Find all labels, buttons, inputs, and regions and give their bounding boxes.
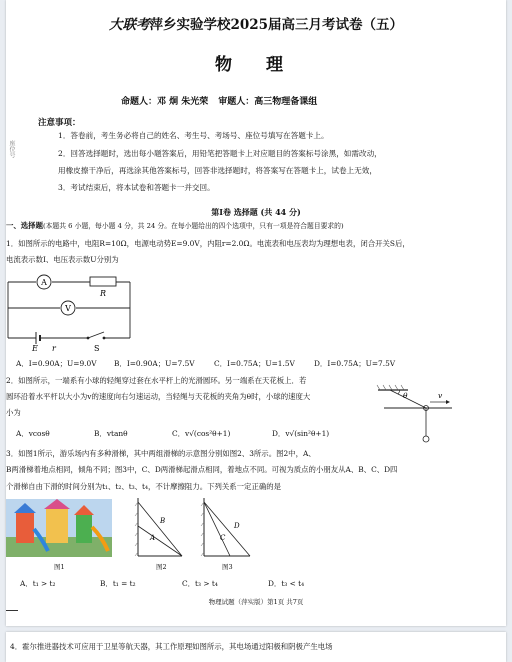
- reviewer: 审题人：高三物理备课组: [218, 97, 318, 107]
- slide-c-label: C: [220, 534, 226, 542]
- q2-option-c: C．v√(cos²θ+1): [172, 429, 231, 438]
- voltmeter-label: V: [65, 304, 71, 313]
- notice-item: 2．回答选择题时，选出每小题答案后，用铅笔把答题卡上对应题目的答案标号涂黑，如需改动，: [58, 149, 382, 158]
- playground-photo: [6, 499, 112, 557]
- exam-page-1: [6, 0, 506, 626]
- q3-option-d: D．t₃ < t₄: [268, 579, 305, 588]
- ammeter-label: A: [41, 278, 47, 287]
- q2-option-a: A．vcosθ: [16, 429, 50, 438]
- internal-resistance-label: r: [52, 344, 56, 353]
- q1-option-d: D．I=0.75A；U=7.5V: [314, 359, 396, 368]
- resistor-icon: [90, 277, 116, 286]
- switch-label: S: [94, 344, 100, 353]
- q3-option-a: A．t₁ > t₂: [20, 579, 56, 588]
- q3-option-b: B．t₁ = t₂: [100, 579, 136, 588]
- notice-item: 用橡皮擦干净后，再选涂其他答案标号，回答非选择题时，将答案写在答题卡上，试卷上无效，: [58, 166, 377, 175]
- q3-figure-3: [200, 496, 254, 560]
- page-footer: 物理试题（萍实版）第1页 共7页: [208, 598, 304, 606]
- q1-option-c: C．I=0.75A；U=1.5V: [214, 359, 295, 368]
- q3-text-line1: 3．如图1所示，游乐场内有多种滑梯，其中两组滑梯的示意图分别如图2、3所示。图2中，A、: [6, 449, 316, 458]
- q1-circuit-diagram: [6, 270, 136, 354]
- figure-2-caption: 图2: [156, 563, 167, 571]
- subject-title: 物 理: [215, 55, 297, 75]
- section-intro-text: (本题共 6 小题，每小题 4 分，共 24 分。在每小题给出的四个选项中，只有一项是符合题目要求的): [42, 222, 344, 230]
- notice-item: 3．考试结束后，将本试卷和答题卡一并交回。: [58, 183, 215, 192]
- notice-heading: 注意事项：: [38, 118, 81, 128]
- q1-option-a: A．I=0.90A；U=9.0V: [16, 359, 97, 368]
- figure-3-caption: 图3: [222, 563, 233, 571]
- figure-1-caption: 图1: [54, 563, 65, 571]
- exam-title: [6, 13, 506, 33]
- q3-text-line3: 个滑梯自由下滑的时间分别为t₁、t₂、t₃、t₄，不计摩擦阻力。下列关系一定正确的是: [6, 482, 282, 491]
- section-intro-prefix: 一、选择题: [6, 221, 43, 230]
- rope: [390, 390, 426, 408]
- authors-line: [121, 94, 317, 107]
- q2-diagram: [376, 384, 456, 446]
- q3-text-line2: B两滑梯着地点相同，倾角不同；图3中，C、D两滑梯起滑点相同，着地点不同。可视为质点的小朋友从A、B、C、D四: [6, 465, 398, 474]
- switch-icon: [87, 337, 90, 340]
- emf-label: E: [32, 344, 38, 353]
- q2-option-b: B．vtanθ: [94, 429, 128, 438]
- velocity-label: v: [438, 391, 443, 400]
- q3-figure-2: [134, 496, 186, 560]
- seat-number-label: 座位号: [8, 140, 15, 158]
- exam-page-2: [6, 632, 506, 662]
- q2-text-line3: 小为: [6, 408, 21, 417]
- resistor-label: R: [99, 289, 107, 298]
- slide-b-label: B: [160, 517, 166, 525]
- exam-brand: 大联考: [108, 17, 150, 33]
- q2-text-line1: 2．如图所示，一端系有小球的轻绳穿过套在水平杆上的光滑圆环。另一端系在天花板上．若: [6, 376, 307, 385]
- slide-d-label: D: [234, 522, 240, 530]
- exam-title-text: 萍乡实验学校2025届高三月考试卷（五）: [149, 17, 404, 33]
- next-page-question: 4．霍尔推进器技术可应用于卫星等航天器，其工作原理如图所示，其电场通过阳极和阴极产生电场: [10, 642, 333, 651]
- section-title: 第Ⅰ卷 选择题 (共 44 分): [211, 207, 301, 217]
- page-margin-mark: [6, 610, 18, 611]
- q1-option-b: B．I=0.90A；U=7.5V: [114, 359, 195, 368]
- proposer: 命题人：邓 炯 朱光荣: [121, 97, 209, 107]
- q2-text-line2: 圆环沿着水平杆以大小为v的速度向右匀速运动，当轻绳与天花板的夹角为θ时，小球的速度大: [6, 392, 311, 401]
- angle-label: θ: [403, 391, 408, 400]
- notice-item: 1．答卷前，考生务必将自己的姓名、考生号、考场号、座位号填写在答题卡上。: [58, 131, 329, 140]
- q3-option-c: C．t₃ > t₄: [182, 579, 218, 588]
- slide-a-label: A: [150, 534, 156, 542]
- q1-text-line1: 1．如图所示的电路中，电阻R=10Ω，电源电动势E=9.0V，内阻r=2.0Ω。电流表和电压表均为理想电表，闭合开关S后，: [6, 239, 410, 248]
- q1-text-line2: 电流表示数I、电压表示数U分别为: [6, 255, 119, 264]
- ball: [423, 436, 429, 442]
- section-intro: [6, 221, 344, 231]
- q2-option-d: D．v√(sin²θ+1): [272, 429, 330, 438]
